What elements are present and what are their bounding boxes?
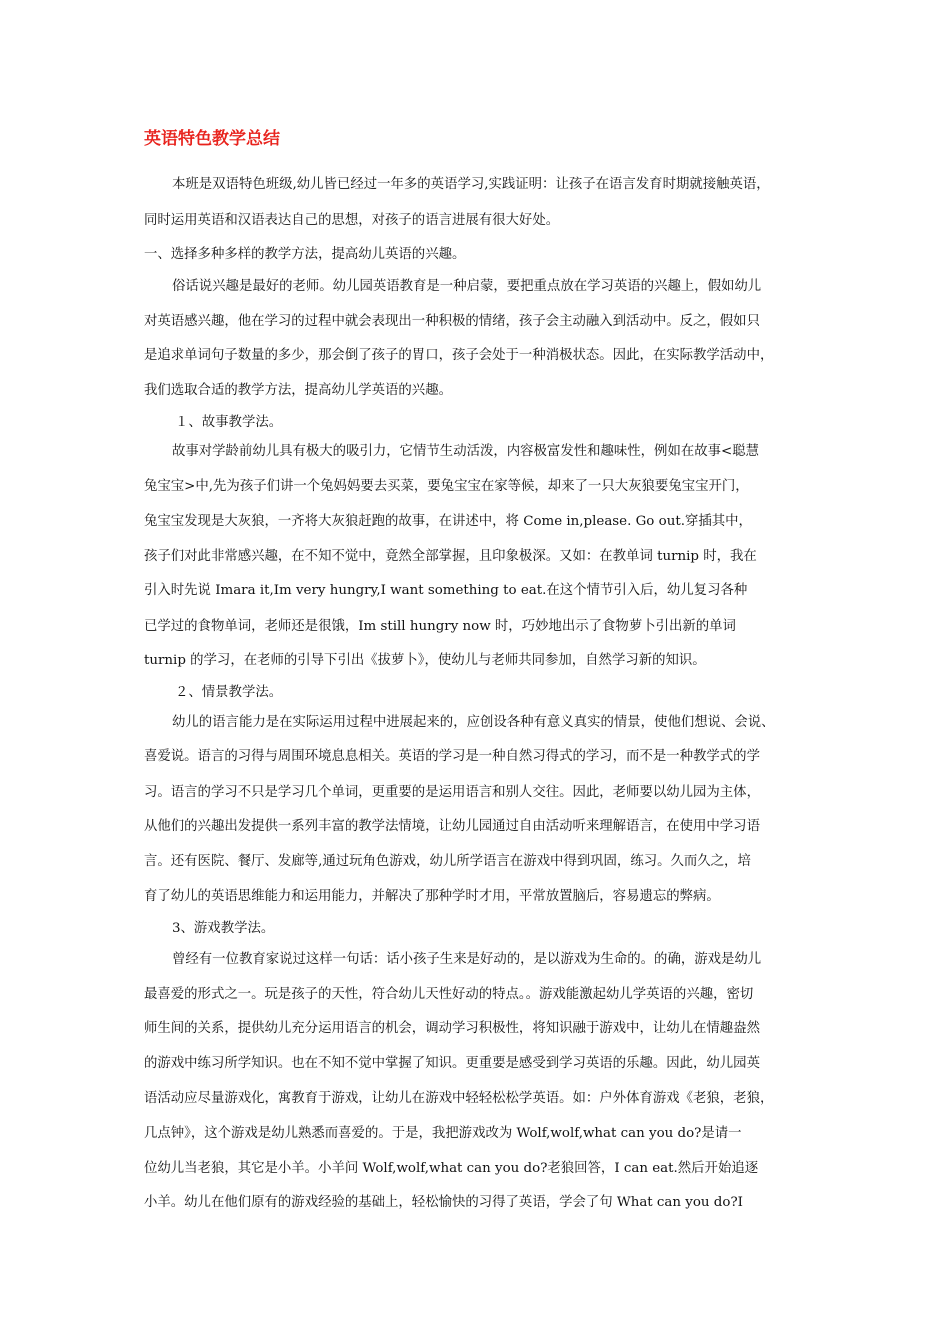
subsection-heading: ２、情景教学法。 [175, 685, 283, 700]
paragraph-line: 故事对学龄前幼儿具有极大的吸引力，它情节生动活泼，内容极富发性和趣味性，例如在故事<聪慧 [172, 444, 760, 459]
paragraph-line: 是追求单词句子数量的多少，那会倒了孩子的胃口，孩子会处于一种消极状态。因此，在实际教学活动中， [144, 348, 774, 363]
paragraph-line: 习。语言的学习不只是学习几个单词，更重要的是运用语言和别人交往。因此，老师要以幼儿园为主体， [144, 785, 760, 800]
paragraph-line: 的游戏中练习所学知识。也在不知不觉中掌握了知识。更重要是感受到学习英语的乐趣。因此，幼儿园英 [144, 1056, 760, 1071]
paragraph-line: 已学过的食物单词，老师还是很饿，Im still hungry now 时，巧妙地出示了食物萝卜引出新的单词 [144, 619, 736, 634]
subsection-heading: １、故事教学法。 [175, 415, 283, 430]
paragraph-line: 喜爱说。语言的习得与周围环境息息相关。英语的学习是一种自然习得式的学习，而不是一种教学式的学 [144, 749, 760, 764]
paragraph-line: 对英语感兴趣，他在学习的过程中就会表现出一种积极的情绪，孩子会主动融入到活动中。反之，假如只 [144, 314, 760, 329]
paragraph-line: 本班是双语特色班级,幼儿皆已经过一年多的英语学习,实践证明：让孩子在语言发育时期就接触英语， [172, 177, 770, 192]
paragraph-line: 兔宝宝>中,先为孩子们讲一个兔妈妈要去买菜，要兔宝宝在家等候，却来了一只大灰狼要兔宝宝开门， [144, 479, 749, 494]
paragraph-line: turnip 的学习，在老师的引导下引出《拔萝卜》，使幼儿与老师共同参加，自然学习新的知识。 [144, 653, 706, 668]
paragraph-line: 俗话说兴趣是最好的老师。幼儿园英语教育是一种启蒙，要把重点放在学习英语的兴趣上，假如幼儿 [172, 279, 762, 294]
paragraph-line: 几点钟》，这个游戏是幼儿熟悉而喜爱的。于是，我把游戏改为 Wolf,wolf,what can you do?是请一 [144, 1126, 742, 1141]
paragraph-line: 幼儿的语言能力是在实际运用过程中进展起来的，应创设各种有意义真实的情景，使他们想说、会说、 [172, 715, 775, 730]
paragraph-line: 曾经有一位教育家说过这样一句话：话小孩子生来是好动的，是以游戏为生命的。的确，游戏是幼儿 [172, 952, 762, 967]
paragraph-line: 语活动应尽量游戏化，寓教育于游戏，让幼儿在游戏中轻轻松松学英语。如：户外体育游戏《老狼，老狼， [144, 1091, 774, 1106]
paragraph-line: 兔宝宝发现是大灰狼，一齐将大灰狼赶跑的故事，在讲述中，将 Come in,please. Go out.穿插其中， [144, 514, 752, 529]
section-heading: 一、选择多种多样的教学方法，提高幼儿英语的兴趣。 [144, 247, 466, 262]
paragraph-line: 孩子们对此非常感兴趣，在不知不觉中，竟然全部掌握，且印象极深。又如：在教单词 turnip 时，我在 [144, 549, 757, 564]
paragraph-line: 小羊。幼儿在他们原有的游戏经验的基础上，轻松愉快的习得了英语，学会了句 What can you do?I [144, 1195, 743, 1210]
document-title: 英语特色教学总结 [144, 129, 280, 149]
paragraph-line: 位幼儿当老狼，其它是小羊。小羊问 Wolf,wolf,what can you do?老狼回答，I can eat.然后开始追逐 [144, 1161, 759, 1176]
paragraph-line: 引入时先说 Imara it,Im very hungry,I want something to eat.在这个情节引入后，幼儿复习各种 [144, 583, 748, 598]
paragraph-line: 师生间的关系，提供幼儿充分运用语言的机会，调动学习积极性，将知识融于游戏中，让幼儿在情趣盎然 [144, 1021, 760, 1036]
subsection-heading: 3、游戏教学法。 [172, 921, 275, 936]
paragraph-line: 育了幼儿的英语思维能力和运用能力，并解决了那种学时才用，平常放置脑后，容易遗忘的弊病。 [144, 889, 720, 904]
paragraph-line: 从他们的兴趣出发提供一系列丰富的教学法情境，让幼儿园通过自由活动听来理解语言，在使用中学习语 [144, 819, 760, 834]
paragraph-line: 言。还有医院、餐厅、发廊等,通过玩角色游戏，幼儿所学语言在游戏中得到巩固，练习。久而久之，培 [144, 854, 751, 869]
paragraph-line: 同时运用英语和汉语表达自己的思想，对孩子的语言进展有很大好处。 [144, 213, 560, 228]
paragraph-line: 我们选取合适的教学方法，提高幼儿学英语的兴趣。 [144, 383, 452, 398]
paragraph-line: 最喜爱的形式之一。玩是孩子的天性，符合幼儿天性好动的特点。。游戏能激起幼儿学英语的兴趣，密切 [144, 987, 754, 1002]
